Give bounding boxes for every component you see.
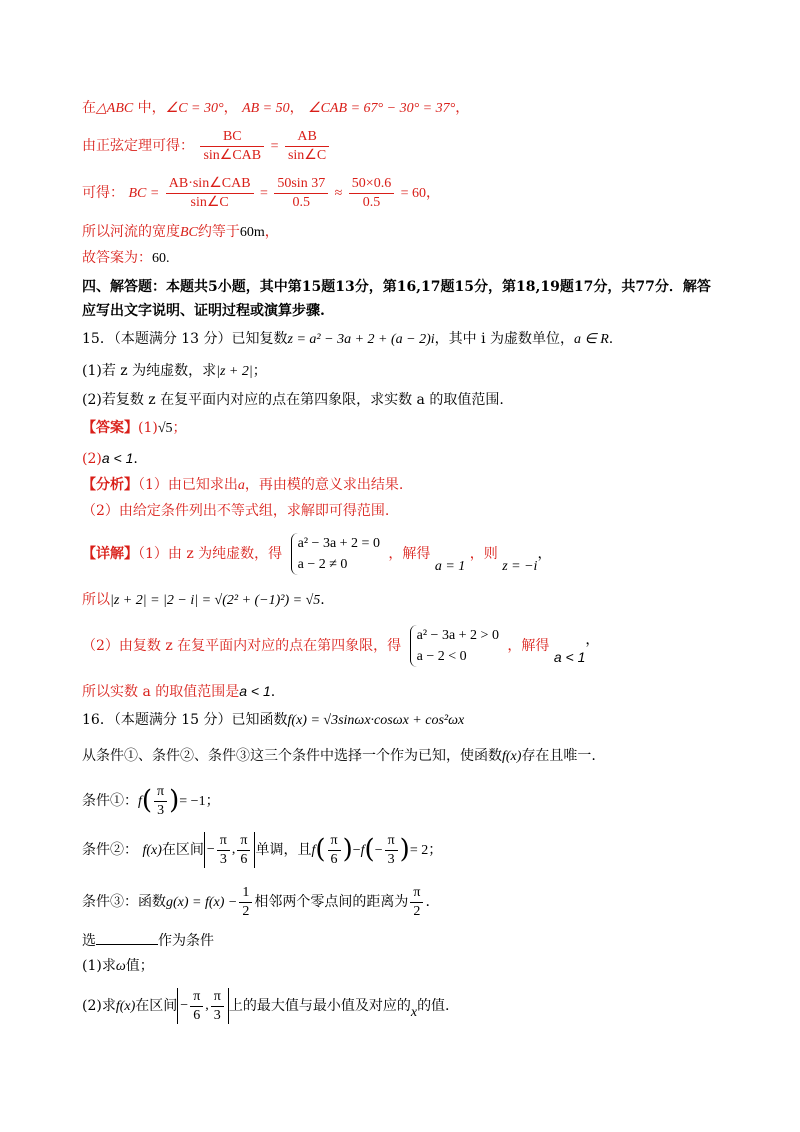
fraction: $\frac{50\sin 37}{0.5}$ [274, 175, 328, 211]
q15-analysis-1: 【分析】（1）由已知求出a，再由模的意义求出结果. [82, 477, 404, 493]
q16-choose: 从条件①、条件②、条件③这三个条件中选择一个作为已知，使函数f(x)存在且唯一. [82, 748, 596, 764]
solution-line-triangle: 在△ABC 中，∠C = 30°， AB = 50， ∠CAB = 67° − 30° = 37°， [82, 100, 470, 116]
math: ∠CAB = 67° − 30° = 37° [308, 101, 456, 116]
q16-condition-3: 条件③：函数g(x) = f(x) − $\frac{1}{2}$ 相邻两个零点间的距离为 $\frac{\pi}{2}$ . [82, 885, 430, 919]
q16-condition-1: 条件①：f( $\frac{\pi}{3}$ )= −1； [82, 784, 220, 818]
answer-blank[interactable] [96, 932, 158, 945]
q15-detail-3: （2）由复数 z 在复平面内对应的点在第四象限，得 a² − 3a + 2 > 0 a − 2 < 0 ，解得 a < 1， [82, 625, 599, 667]
q16-select: 选 作为条件 [82, 933, 214, 949]
q15-detail-2: 所以|z + 2| = |2 − i| = √(2² + (−1)²) = √5. [82, 592, 325, 608]
q15-answer-2: (2)a < 1. [82, 450, 138, 467]
q16-condition-2: 条件②： f(x)在区间 − $\frac{\pi}{3}$ , $\frac{\pi}{6}$ 单调，且f( $\frac{\pi}{6}$ )−f(− $\frac{\pi}{3}$ )= 2； [82, 833, 443, 867]
fraction: $\frac{AB}{\sin\angle C}$ [285, 128, 329, 164]
math: ∠C = 30° [165, 101, 224, 116]
fraction: $\frac{50\times 0.6}{0.5}$ [349, 175, 394, 211]
q16-part2: (2)求f(x)在区间 − $\frac{\pi}{6}$ , $\frac{\pi}{3}$ 上的最大值与最小值及对应的x的值. [82, 989, 450, 1023]
q15-part1: (1)若 z 为纯虚数，求|z + 2|； [82, 363, 267, 379]
q15-detail-4: 所以实数 a 的取值范围是a < 1. [82, 683, 276, 700]
math: △ABC [96, 101, 134, 116]
q15-analysis-2: （2）由给定条件列出不等式组，求解即可得范围. [82, 503, 390, 519]
q15-stem: 15．（本题满分 13 分）已知复数z = a² − 3a + 2 + (a − 2)i，其中 i 为虚数单位，a ∈ R. [82, 331, 614, 347]
fraction: $\frac{\text{AB·sin∠CAB}}{\sin\angle C}$ [166, 175, 254, 211]
interval: − $\frac{\pi}{3}$ , $\frac{\pi}{6}$ [204, 832, 256, 868]
text: 可得： [82, 185, 124, 201]
q15-part2: (2)若复数 z 在复平面内对应的点在第四象限，求实数 a 的取值范围. [82, 392, 504, 408]
solution-line-sine-rule: 由正弦定理可得： $\frac{BC}{\text{sin∠CAB}}$ = $\frac{AB}{\sin\angle C}$ [82, 128, 331, 164]
q15-detail-1: 【详解】（1）由 z 为纯虚数，得 a² − 3a + 2 = 0 a − 2 ≠ 0 ，解得 a = 1 ，则 z = −i， [82, 533, 551, 575]
math: AB = 50 [242, 101, 290, 116]
text: 中， [133, 100, 166, 116]
q15-answer: 【答案】(1)√5； [82, 420, 187, 436]
text: 在 [82, 100, 96, 116]
equation-system: a² − 3a + 2 > 0 a − 2 < 0 [410, 625, 499, 667]
math: = 60， [400, 186, 441, 201]
section-heading-cont: 应写出文字说明、证明过程或演算步骤. [82, 303, 325, 319]
text: 由正弦定理可得： [82, 138, 194, 154]
solution-line-width: 所以河流的宽度BC约等于60m， [82, 224, 279, 240]
interval: − $\frac{\pi}{6}$ , $\frac{\pi}{3}$ [177, 988, 229, 1024]
equation-system: a² − 3a + 2 = 0 a − 2 ≠ 0 [291, 533, 380, 575]
fraction: $\frac{BC}{\text{sin∠CAB}}$ [200, 128, 264, 164]
section-heading: 四、解答题：本题共5小题，其中第15题13分，第16,17题15分，第18,19题17分，共77分．解答 [82, 279, 711, 295]
q16-stem: 16．（本题满分 15 分）已知函数f(x) = √3sinωx·cosωx + cos²ωx [82, 712, 465, 728]
solution-line-answer: 故答案为：60. [82, 250, 170, 266]
q16-part1: (1)求ω值； [82, 958, 154, 974]
math: BC = [128, 186, 160, 201]
solution-line-compute: 可得： BC = $\frac{\text{AB·sin∠CAB}}{\sin\angle C}$ = $\frac{50\sin 37}{0.5}$ ≈ $\frac{50\times 0.6}{0.5}$ = 60， [82, 176, 441, 210]
